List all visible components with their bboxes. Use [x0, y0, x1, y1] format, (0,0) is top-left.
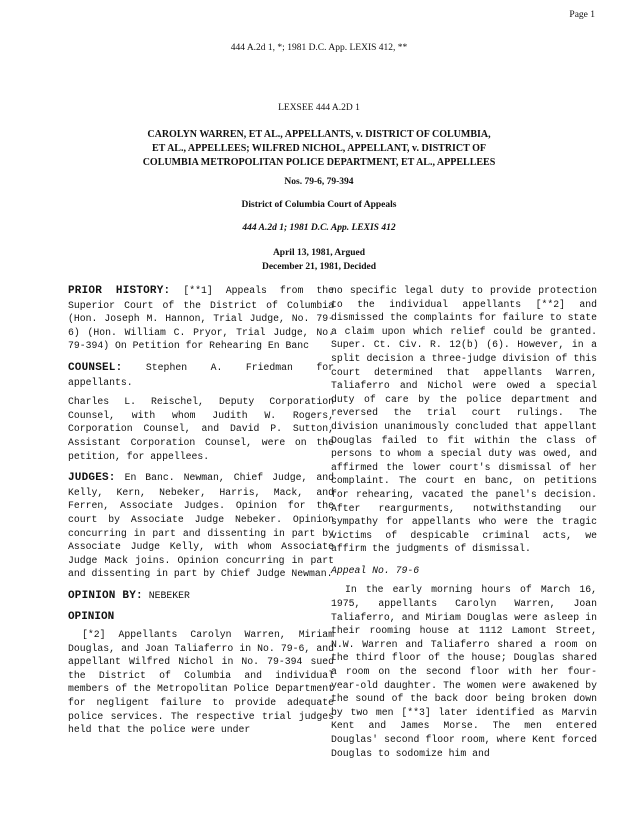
counsel-section [68, 361, 334, 389]
reporter-citation: 444 A.2d 1; 1981 D.C. App. LEXIS 412 [242, 223, 396, 233]
judges-section [68, 471, 334, 581]
opinion-by-label: OPINION BY: [68, 589, 143, 602]
counsel-text-continued: Charles L. Reischel, Deputy Corporation Counsel, with whom Judith W. Rogers, Corporation Counsel, and David P. Sutton, Assistant Corporation Counsel, were on the petition, for appellees. [68, 396, 334, 462]
opinion-by-section [68, 589, 334, 604]
case-caption [0, 128, 638, 170]
opinion-paragraph: no specific legal duty to provide protection to the individual appellants [**2] and dismissed the complaints for failure to state a claim upon which relief could be granted. Super. Ct. Civ. R. 12(b) (6). However, in a split decision a three-judge division of this court determined that appellants Warren, Taliaferro and Nichol were owed a special duty of care by the police department and reversed the trial court rulings. The division unanimously concluded that appellant Douglas failed to fit within the class of persons to whom a special duty was owed, and affirmed the lower court's dismissal of her complaint. The court en banc, on petitions for rehearing, vacated the panel's decision. After reargurments, notwithstanding our sympathy for appellants who were the tragic victims of despicable criminal acts, we affirm the judgments of dismissal. [331, 285, 597, 555]
left-column [68, 284, 334, 745]
opinion-heading: OPINION [68, 611, 115, 624]
caption-line: CAROLYN WARREN, ET AL., APPELLANTS, v. DISTRICT OF COLUMBIA, [147, 129, 491, 140]
caption-line: COLUMBIA METROPOLITAN POLICE DEPARTMENT, ET AL., APPELLEES [142, 157, 496, 168]
opinion-paragraph: [*2] Appellants Carolyn Warren, Miriam Douglas, and Joan Taliaferro in No. 79-6, and appellant Wilfred Nichol in No. 79-394 sued the District of Columbia and individual members of the Metropolitan Police Department for negligent failure to provide adequate police services. The respective trial judges held that the police were under [68, 629, 334, 736]
argued-date: April 13, 1981, Argued [272, 248, 366, 258]
prior-history-label: PRIOR HISTORY: [68, 285, 171, 297]
prior-history-section [68, 284, 334, 353]
running-head: 444 A.2d 1, *; 1981 D.C. App. LEXIS 412, ** [230, 43, 408, 53]
court-name: District of Columbia Court of Appeals [241, 200, 397, 210]
appeal-heading: Appeal No. 79-6 [331, 564, 420, 576]
page-number: Page 1 [569, 10, 595, 20]
judges-text: En Banc. Newman, Chief Judge, and Kelly, Kern, Nebeker, Harris, Mack, and Ferren, Associate Judges. Opinion for the court by Associate Judge Nebeker. Opinion concurring in part and dissenting in part by Associate Judge Kelly, with whom Associate Judge Mack joins. Opinion concurring in part and dissenting in part by Chief Judge Newman. [68, 472, 334, 580]
opinion-paragraph: In the early morning hours of March 16, 1975, appellants Carolyn Warren, Joan Taliaferro, and Miriam Douglas were asleep in their rooming house at 1112 Lamont Street, N.W. Warren and Taliaferro shared a room on the third floor of the house; Douglas shared a room on the second floor with her four-year-old daughter. The women were awakened by the sound of the back door being broken down by two men [**3] later identified as Marvin Kent and James Morse. The men entered Douglas' second floor room, where Kent forced Douglas to sodomize him and [331, 584, 597, 759]
counsel-text: Stephen A. Friedman for appellants. [68, 361, 334, 388]
case-dates [0, 246, 638, 274]
decided-date: December 21, 1981, Decided [261, 262, 377, 272]
lexsee-citation: LEXSEE 444 A.2D 1 [278, 103, 360, 113]
right-column [331, 284, 597, 768]
prior-history-text: [**1] Appeals from the Superior Court of the District of Columbia (Hon. Joseph M. Hannon, Trial Judge, No. 79-6) (Hon. William C. Pryor, Trial Judge, No. 79-394) On Petition for Rehearing En Banc [68, 285, 334, 352]
counsel-label: COUNSEL: [68, 361, 123, 374]
opinion-by-text: NEBEKER [148, 589, 190, 601]
judges-label: JUDGES: [68, 472, 116, 485]
docket-numbers: Nos. 79-6, 79-394 [284, 177, 354, 187]
caption-line: ET AL., APPELLEES; WILFRED NICHOL, APPELLANT, v. DISTRICT OF [151, 143, 487, 154]
